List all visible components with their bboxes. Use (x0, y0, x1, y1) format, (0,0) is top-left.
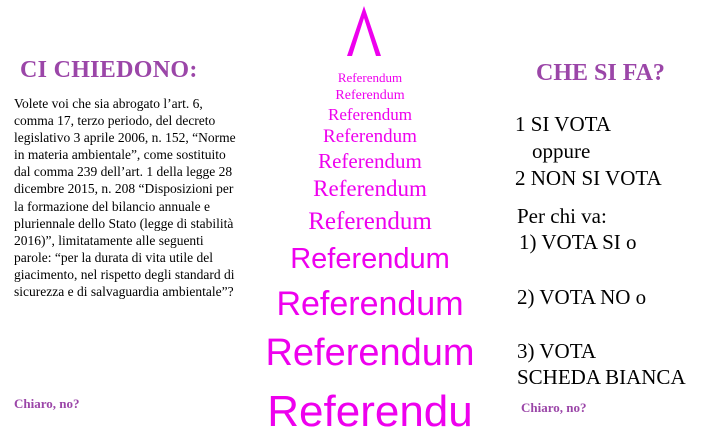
option-si-vota: 1 SI VOTA (515, 112, 611, 136)
center-column (228, 0, 512, 427)
referendum-word-4: Referendum (323, 126, 417, 147)
referendum-word-6: Referendum (313, 176, 427, 201)
left-closing: Chiaro, no? (14, 396, 80, 411)
choice-scheda-bianca: SCHEDA BIANCA (517, 365, 686, 389)
referendum-word-1: Referendum (337, 70, 403, 85)
per-chi-va-label: Per chi va: (517, 204, 607, 228)
left-title: CI CHIEDONO: (20, 57, 198, 83)
right-title: CHE SI FA? (536, 60, 665, 86)
referendum-question: Volete voi che sia abrogato l’art. 6, comma 17, terzo periodo, del decreto legislativo 3 aprile 2006, n. 152, “Norme in materia ambientale”, come sostituito dal comma 239 dell’art. 1 della legge 28 dicembre 2015, n. 208 “Disposizioni per la formazione del bilancio annuale e pluriennale dello Stato (legge di stabilità 2016)”, limitatamente alle seguenti parole: “per la durata di vita utile del giacimento, nel rispetto degli standard di sicurezza e di salvaguardia ambientale”? (14, 96, 236, 300)
referendum-word-7: Referendum (308, 208, 432, 235)
referendum-word-5: Referendum (318, 149, 422, 173)
referendum-word-2: Referendum (335, 88, 405, 103)
referendum-word-11: Referendu (267, 387, 473, 427)
chevron-up-icon (347, 6, 381, 56)
referendum-word-9: Referendum (276, 285, 464, 323)
referendum-word-3: Referendum (327, 105, 413, 124)
right-closing: Chiaro, no? (521, 400, 587, 415)
oppure-text: oppure (532, 139, 591, 163)
referendum-word-8: Referendum (290, 243, 450, 275)
choice-vota-si: 1) VOTA SI o (519, 230, 637, 254)
choice-vota-label: 3) VOTA (517, 339, 597, 363)
option-non-si-vota: 2 NON SI VOTA (515, 166, 662, 190)
referendum-word-10: Referendum (265, 332, 475, 374)
choice-vota-no: 2) VOTA NO o (517, 285, 647, 309)
left-column (14, 56, 236, 300)
